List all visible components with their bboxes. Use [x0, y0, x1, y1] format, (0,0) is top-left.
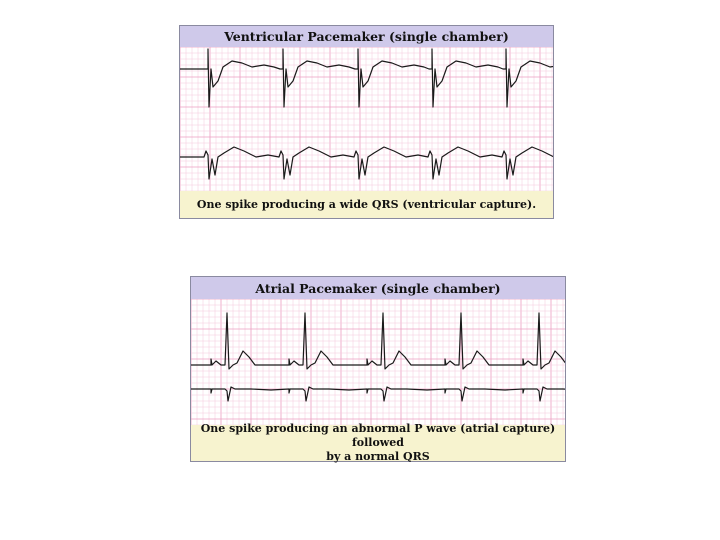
- atrial-ecg-graph: [191, 299, 565, 425]
- atrial-caption-line-1: One spike producing an abnormal P wave (atrial capture) followed: [200, 422, 556, 450]
- atrial-ecg-strip: [191, 299, 565, 425]
- ventricular-lead-1-trace: [180, 49, 553, 107]
- ventricular-pacemaker-panel: [179, 25, 554, 219]
- atrial-caption-line-2: by a normal QRS: [326, 449, 430, 463]
- atrial-panel-caption: [191, 422, 565, 463]
- atrial-pacemaker-panel: [190, 276, 566, 462]
- atrial-panel-title: Atrial Pacemaker (single chamber): [191, 277, 565, 299]
- ventricular-panel-caption: [180, 191, 553, 218]
- ventricular-panel-title: Ventricular Pacemaker (single chamber): [180, 26, 553, 47]
- ecg-grid: [191, 299, 565, 425]
- ventricular-lead-2-trace: [180, 147, 553, 179]
- ventricular-caption-line-1: One spike producing a wide QRS (ventricular capture).: [196, 197, 537, 211]
